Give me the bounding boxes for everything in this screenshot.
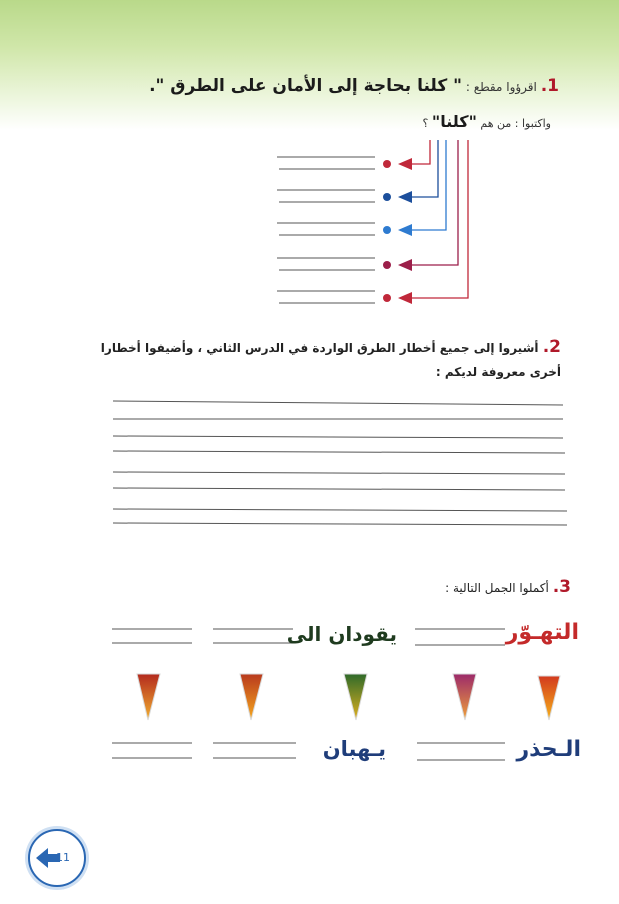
q3-row1-subject: التهـوّر (505, 620, 579, 645)
page-number-badge[interactable] (28, 829, 86, 887)
connector-line-3 (408, 140, 446, 230)
arrow-triangle-4 (240, 674, 263, 720)
bullet-dot-4 (383, 261, 391, 269)
q3-row1-verb: يقودان الى (286, 622, 397, 646)
question-3-prompt (445, 577, 571, 597)
question-1-sub-quote: "كلنا" (431, 112, 477, 131)
question-1-sub-end: ؟ (422, 117, 429, 130)
bullet-dot-2 (383, 193, 391, 201)
page-number: 11 (56, 851, 70, 864)
question-1-number: 1. (540, 76, 559, 96)
arrow-triangle-1 (538, 676, 560, 720)
question-2-line-1: أشيروا إلى جميع أخطار الطرق الواردة في الدرس الثاني ، وأضيفوا أخطارا (100, 341, 539, 355)
q3-row2-verb: يـهبان (322, 737, 386, 761)
arrowhead-5 (398, 292, 412, 304)
q2-answer-line-5[interactable] (113, 472, 565, 474)
question-2-prompt (101, 337, 561, 357)
q2-answer-line-3[interactable] (113, 436, 563, 438)
q2-answer-line-7[interactable] (113, 509, 567, 511)
connector-line-2 (408, 140, 438, 197)
q2-answer-line-6[interactable] (113, 488, 565, 490)
question-3-number: 3. (552, 577, 571, 597)
bullet-dot-1 (383, 160, 391, 168)
question-1-instruction: اقرؤوا مقطع : (465, 80, 537, 94)
arrow-triangle-2 (453, 674, 476, 720)
bullet-dot-5 (383, 294, 391, 302)
question-2-line-2: أخرى معروفة لديكم : (435, 365, 561, 379)
arrow-triangle-3 (344, 674, 367, 720)
arrow-triangle-5 (137, 674, 160, 720)
question-3-title: أكملوا الجمل التالية : (445, 581, 549, 595)
q2-answer-line-4[interactable] (113, 451, 565, 453)
arrowhead-4 (398, 259, 412, 271)
question-1-sub-instruction: واكتبوا : من هم (480, 117, 551, 130)
arrowhead-2 (398, 191, 412, 203)
q2-answer-line-8[interactable] (113, 523, 567, 525)
question-1-quote: " كلنا بحاجة إلى الأمان على الطرق ". (149, 76, 463, 96)
connector-line-4 (408, 140, 458, 265)
q3-row2-subject: الـحذر (516, 737, 581, 762)
bullet-dot-3 (383, 226, 391, 234)
arrowhead-1 (398, 158, 412, 170)
q2-answer-line-1[interactable] (113, 401, 563, 405)
arrowhead-3 (398, 224, 412, 236)
question-2-number: 2. (542, 337, 561, 357)
